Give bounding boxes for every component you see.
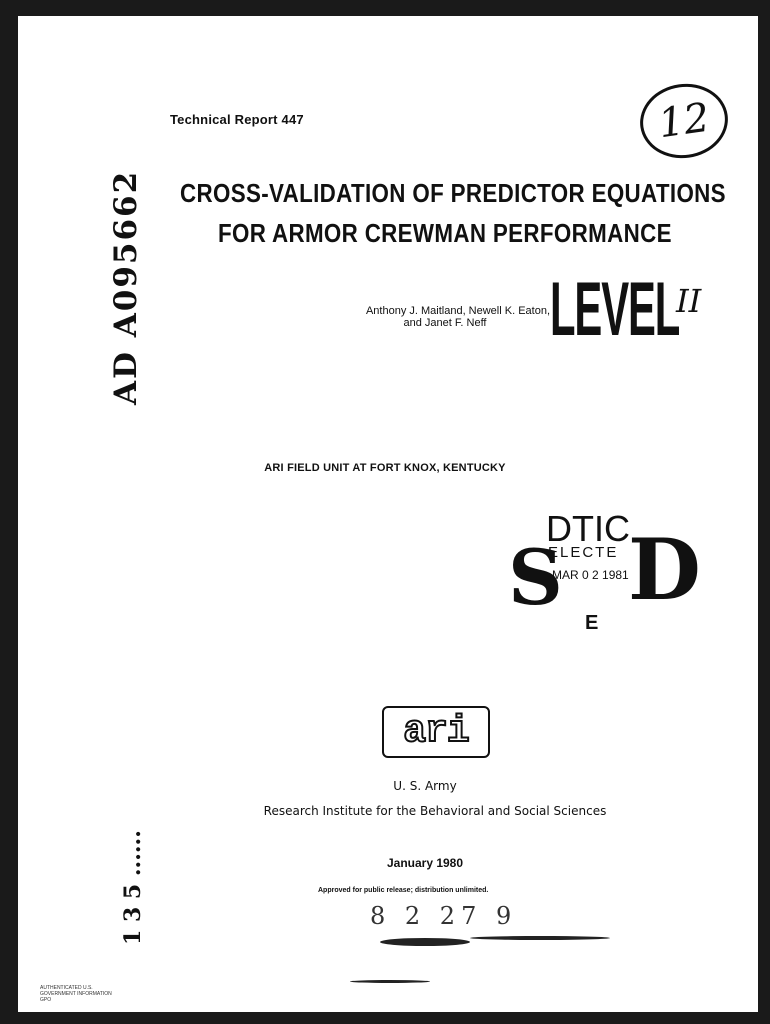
organization-line-1: U. S. Army	[393, 779, 457, 793]
field-unit-line: ARI FIELD UNIT AT FORT KNOX, KENTUCKY	[264, 462, 506, 474]
ad-number-text: AD A095662	[108, 169, 144, 405]
dtic-label: DTIC	[546, 508, 630, 549]
side-stamp-text: 1 3 5 ......	[120, 830, 146, 945]
authors	[300, 305, 550, 329]
ari-logo	[382, 706, 490, 758]
organization-line-2: Research Institute for the Behavioral and Social Sciences	[263, 804, 607, 818]
report-number: Technical Report 447	[170, 112, 304, 127]
ad-number-stamp	[108, 169, 168, 410]
ari-logo-text: ari	[403, 710, 469, 753]
scan-border-top	[0, 0, 770, 16]
dtic-date: MAR 0 2 1981	[552, 568, 629, 582]
dtic-s-glyph: S	[508, 533, 563, 622]
scan-smudge	[470, 936, 610, 940]
scan-border-bottom	[0, 1012, 770, 1024]
dtic-d-glyph: D	[628, 520, 701, 619]
accession-code: 8 2 27 9	[370, 902, 518, 930]
level-roman-numeral: II	[676, 282, 702, 320]
approval-notice: Approved for public release; distribution unlimited.	[318, 887, 489, 894]
authors-line-2: and Janet F. Neff	[403, 317, 487, 329]
gpo-authentication-logo: AUTHENTICATED U.S. GOVERNMENT INFORMATION GPO	[40, 985, 112, 1003]
title-line-2: FOR ARMOR CREWMAN PERFORMANCE	[218, 218, 672, 248]
dtic-grade: E	[585, 612, 599, 634]
authors-line-1: Anthony J. Maitland, Newell K. Eaton,	[365, 305, 550, 317]
handwritten-number-text: 12	[655, 94, 713, 148]
title-line-1: CROSS-VALIDATION OF PREDICTOR EQUATIONS	[180, 178, 726, 208]
scan-border-left	[0, 0, 18, 1024]
handwritten-circled-number	[635, 78, 732, 164]
scan-smudge	[380, 938, 470, 946]
side-stamp	[120, 740, 150, 950]
publication-date: January 1980	[386, 856, 464, 870]
electe-label: ELECTE	[548, 544, 619, 561]
scan-smudge	[350, 980, 430, 983]
scan-border-right	[758, 0, 770, 1024]
level-stamp: LEVEL	[550, 267, 680, 352]
